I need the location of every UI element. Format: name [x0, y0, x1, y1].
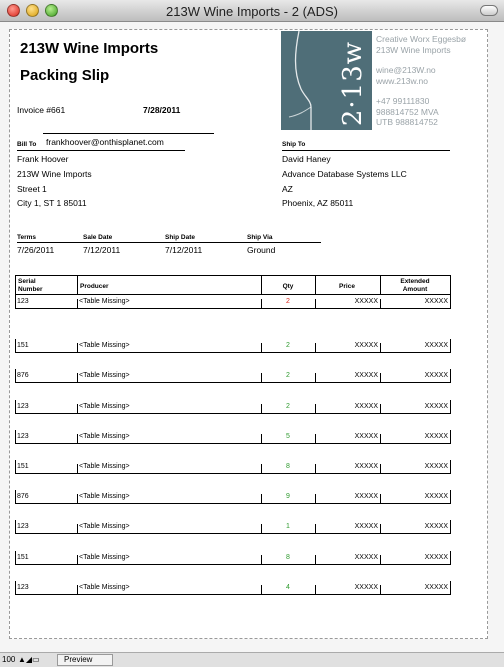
ship-via-value: Ground	[247, 245, 276, 255]
document-title: Packing Slip	[20, 67, 110, 84]
price-cell: XXXXX	[354, 463, 378, 470]
price-cell: XXXXX	[354, 342, 378, 349]
table-row	[15, 339, 451, 353]
ship-date-value: 7/12/2011	[165, 245, 203, 255]
extended-amount-cell: XXXXX	[424, 342, 448, 349]
qty-cell: 2	[286, 342, 290, 349]
ship-date-label: Ship Date	[165, 234, 195, 241]
serial-cell: 123	[17, 433, 29, 440]
company-contact-info	[376, 34, 466, 128]
producer-cell: <Table Missing>	[79, 403, 130, 410]
producer-cell: <Table Missing>	[79, 433, 130, 440]
producer-cell: <Table Missing>	[79, 554, 130, 561]
qty-cell: 4	[286, 584, 290, 591]
qty-cell: 8	[286, 463, 290, 470]
price-cell: XXXXX	[354, 493, 378, 500]
table-row	[15, 551, 451, 565]
window-title: 213W Wine Imports - 2 (ADS)	[166, 4, 338, 19]
table-row	[15, 490, 451, 504]
producer-cell: <Table Missing>	[79, 463, 130, 470]
table-row	[15, 430, 451, 444]
extended-amount-cell: XXXXX	[424, 463, 448, 470]
price-cell: XXXXX	[354, 403, 378, 410]
extended-amount-cell: XXXXX	[424, 493, 448, 500]
zoom-level[interactable]: 100	[2, 655, 16, 664]
serial-cell: 123	[17, 584, 29, 591]
table-row	[15, 369, 451, 383]
toolbar-toggle-button[interactable]	[480, 5, 498, 16]
table-row	[15, 295, 451, 309]
qty-cell: 5	[286, 433, 290, 440]
invoice-date: 7/28/2011	[143, 105, 181, 115]
invoice-number: Invoice #661	[17, 105, 66, 115]
price-header: Price	[339, 283, 355, 290]
table-row	[15, 520, 451, 534]
price-cell: XXXXX	[354, 298, 378, 305]
price-cell: XXXXX	[354, 584, 378, 591]
sale-date-value: 7/12/2011	[83, 245, 121, 255]
ship-via-label: Ship Via	[247, 234, 273, 241]
bill-to-name: Frank Hoover	[17, 154, 69, 164]
phone-number: +47 99111830	[376, 96, 430, 106]
ship-to-company: Advance Database Systems LLC	[282, 169, 407, 179]
bill-to-company: 213W Wine Imports	[17, 169, 92, 179]
serial-cell: 123	[17, 523, 29, 530]
serial-cell: 123	[17, 403, 29, 410]
producer-cell: <Table Missing>	[79, 523, 130, 530]
qty-header: Qty	[282, 283, 294, 290]
serial-cell: 151	[17, 342, 29, 349]
ship-to-label: Ship To	[282, 141, 306, 148]
producer-cell: <Table Missing>	[79, 493, 130, 500]
mode-selector[interactable]: Preview	[57, 654, 113, 666]
serial-cell: 123	[17, 298, 29, 305]
zoom-controls-icon[interactable]: ▲◢▭	[18, 655, 40, 664]
serial-cell: 876	[17, 493, 29, 500]
producer-cell: <Table Missing>	[79, 372, 130, 379]
table-row	[15, 581, 451, 595]
company-name: 213W Wine Imports	[20, 40, 159, 57]
mva-number: 988814752 MVA	[376, 106, 439, 117]
price-cell: XXXXX	[354, 554, 378, 561]
qty-cell: 1	[286, 523, 290, 530]
serial-cell: 151	[17, 554, 29, 561]
company-logo	[281, 31, 372, 130]
logo-text: 2·13w	[338, 40, 368, 126]
producer-cell: <Table Missing>	[79, 342, 130, 349]
terms-label: Terms	[17, 234, 37, 241]
bill-to-city: City 1, ST 1 85011	[17, 198, 87, 208]
producer-header: Producer	[80, 283, 109, 290]
table-row	[15, 400, 451, 414]
producer-cell: <Table Missing>	[79, 584, 130, 591]
layout-area	[0, 22, 504, 652]
price-cell: XXXXX	[354, 523, 378, 530]
status-bar	[0, 652, 504, 667]
extended-amount-cell: XXXXX	[424, 433, 448, 440]
email-link[interactable]: wine@213W.no	[376, 65, 436, 75]
qty-cell: 8	[286, 554, 290, 561]
extended-amount-cell: XXXXX	[424, 523, 448, 530]
extended-amount-cell: XXXXX	[424, 298, 448, 305]
price-cell: XXXXX	[354, 433, 378, 440]
extended-amount-cell: XXXXX	[424, 372, 448, 379]
ship-to-state: AZ	[282, 184, 293, 194]
qty-cell: 9	[286, 493, 290, 500]
table-row	[15, 460, 451, 474]
utb-number: UTB 988814752	[376, 117, 438, 127]
website-link[interactable]: www.213w.no	[376, 75, 428, 86]
table-header	[15, 275, 451, 295]
serial-cell: 876	[17, 372, 29, 379]
ship-to-name: David Haney	[282, 154, 331, 164]
extended-amount-cell: XXXXX	[424, 584, 448, 591]
info-line: Creative Worx Eggesbø	[376, 34, 467, 44]
bill-to-email: frankhoover@onthisplanet.com	[46, 137, 164, 147]
qty-cell: 2	[286, 403, 290, 410]
producer-cell: <Table Missing>	[79, 298, 130, 305]
extended-amount-cell: XXXXX	[424, 403, 448, 410]
price-cell: XXXXX	[354, 372, 378, 379]
info-line: 213W Wine Imports	[376, 44, 451, 55]
qty-cell: 2	[286, 372, 290, 379]
ship-to-city: Phoenix, AZ 85011	[282, 198, 354, 208]
serial-cell: 151	[17, 463, 29, 470]
sale-date-label: Sale Date	[83, 234, 113, 241]
bill-to-label: Bill To	[17, 141, 37, 148]
qty-cell: 2	[286, 298, 290, 305]
terms-value: 7/26/2011	[17, 245, 55, 255]
title-bar	[0, 0, 504, 22]
report-page	[9, 29, 488, 639]
extended-amount-cell: XXXXX	[424, 554, 448, 561]
bill-to-street: Street 1	[17, 184, 47, 194]
serial-header: Serial Number	[18, 278, 43, 293]
extended-amount-header: Extended Amount	[400, 278, 430, 293]
